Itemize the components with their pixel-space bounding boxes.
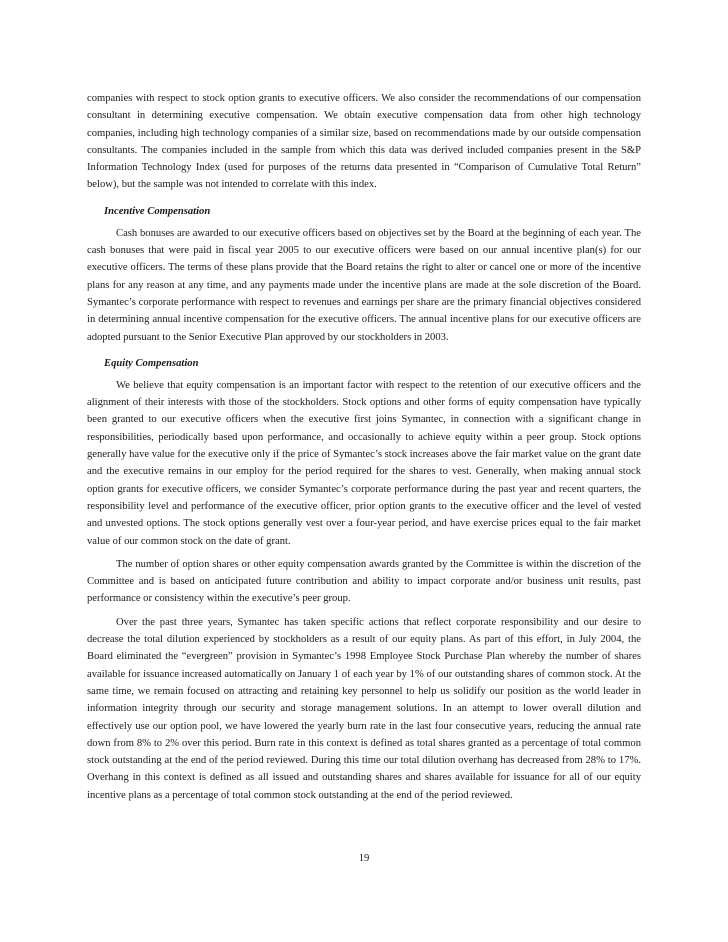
equity-paragraph-3: Over the past three years, Symantec has taken specific actions that reflect corporate responsibility and our desire to decrease the total dilution experienced by stockholders as a result of our equity plans. As part of this effort, in July 2004, the Board eliminated the “evergreen” provision in Symantec’s 1998 Employee Stock Purchase Plan whereby the number of shares available for issuance increased automatically on January 1 of each year by 1% of our outstanding shares of common stock. At the same time, we remain focused on attracting and retaining key personnel to help us solidify our position as the world leader in information integrity through our security and storage management solutions. In an attempt to lower overall dilution and effectively use our option pool, we have lowered the yearly burn rate in the last four consecutive years, reducing the annual rate down from 8% to 2% over this period. Burn rate in this context is defined as total shares granted as a percentage of total common stock outstanding at the end of the period reviewed. During this time our total dilution overhang has decreased from 28% to 17%. Overhang in this context is defined as all issued and outstanding shares and shares available for issuance for all of our equity incentive plans as a percentage of total common stock outstanding at the end of the period reviewed. (87, 616, 641, 801)
equity-paragraph-2: The number of option shares or other equity compensation awards granted by the Committee is within the discretion of the Committee and is based on anticipated future contribution and ability to impact corporate and/or business unit results, past performance or consistency within the executive’s peer group. (87, 558, 641, 605)
section-heading-equity-compensation: Equity Compensation (104, 357, 199, 369)
document-page (87, 90, 641, 804)
intro-paragraph: companies with respect to stock option grants to executive officers. We also consider the recommendations of our compensation consultant in determining executive compensation. We obtain executive compensation data from other high technology companies, including high technology companies of a similar size, based on recommendations made by our outside compensation consultants. The companies included in the sample from which this data was derived included companies present in the S&P Information Technology Index (used for purposes of the returns data presented in “Comparison of Cumulative Total Return” below), but the sample was not intended to correlate with this index. (87, 93, 641, 191)
page-number: 19 (358, 853, 370, 864)
section-heading-incentive-compensation: Incentive Compensation (104, 205, 211, 217)
incentive-paragraph-1: Cash bonuses are awarded to our executive officers based on objectives set by the Board at the beginning of each year. The cash bonuses that were paid in fiscal year 2005 to our executive officers were based on our annual incentive plan(s) for our executive officers. The terms of these plans provide that the Board retains the right to alter or cancel one or more of the incentive plans for any reason at any time, and any payments made under the incentive plans are made at the sole discretion of the Board. Symantec’s corporate performance with respect to revenues and earnings per share are the primary financial objectives considered in determining annual incentive compensation for the executive officers. The annual incentive plans for our executive officers are adopted pursuant to the Senior Executive Plan approved by our stockholders in 2003. (87, 227, 641, 343)
equity-paragraph-1: We believe that equity compensation is an important factor with respect to the retention of our executive officers and the alignment of their interests with those of the stockholders. Stock options and other forms of equity compensation have typically been granted to our executive officers when the executive first joins Symantec, in connection with a significant change in responsibilities, periodically based upon performance, and occasionally to achieve equity within a peer group. Stock options generally have value for the executive only if the price of Symantec’s stock increases above the fair market value on the grant date and the executive remains in our employ for the period required for the shares to vest. Generally, when making annual stock option grants for executive officers, we consider Symantec’s corporate performance during the past year and recent quarters, the responsibility level and performance of the executive officer, prior option grants to the executive officer and the level of vested and unvested options. The stock options generally vest over a four-year period, and have exercise prices equal to the fair market value of our common stock on the date of grant. (87, 379, 641, 547)
